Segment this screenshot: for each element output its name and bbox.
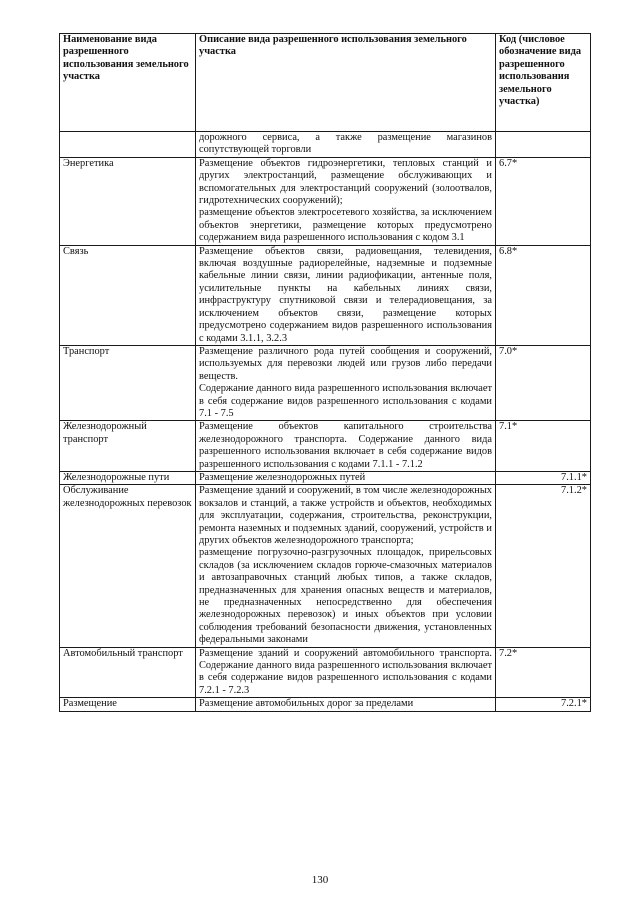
- row-description-paragraph: Размещение объектов капитального строительства железнодорожного транспорта. Содержание данного вида разрешенного использования включает в себя содержание видов разрешенного использования с кодами 7.1.1 - 7.1.2: [199, 421, 492, 470]
- row-description: [196, 471, 496, 484]
- table-header-row: [60, 34, 591, 132]
- row-description-paragraph: Размещение объектов гидроэнергетики, тепловых станций и других электростанций, размещение обслуживающих и вспомогательных для электростанций сооружений (золоотвалов, гидротехнических сооружений);: [199, 157, 492, 207]
- table-row: [60, 132, 591, 158]
- row-description-paragraph: дорожного сервиса, а также размещение магазинов сопутствующей торговли: [199, 132, 492, 156]
- row-description-paragraph: Размещение зданий и сооружений, в том числе железнодорожных вокзалов и станций, а также устройств и объектов, необходимых для эксплуатации, содержания, строительства, реконструкции, ремонта наземных и подземных зданий, сооружений, устройств и других объектов железнодорожного транспорта;: [199, 485, 492, 546]
- row-description-paragraph: Размещение железнодорожных путей: [199, 471, 366, 483]
- row-description-paragraph: Размещение различного рода путей сообщения и сооружений, используемых для перевозки людей или грузов либо передачи веществ.: [199, 345, 492, 382]
- row-code: [496, 132, 591, 158]
- header-name: Наименование вида разрешенного использования земельного участка: [60, 34, 196, 132]
- row-description-paragraph: размещение погрузочно-разгрузочных площадок, прирельсовых складов (за исключением складов горюче-смазочных материалов и автозаправочных станций любых типов, а также складов, предназначенных для хранения опасных веществ и материалов, не предназначенных непосредственно для обеспечения железнодорожных перевозок) и иных объектов при условии соблюдения требований безопасности движения, установленных федеральными законами: [199, 547, 492, 646]
- header-description: Описание вида разрешенного использования земельного участка: [196, 34, 496, 132]
- row-description: [196, 421, 496, 472]
- table-row: [60, 421, 591, 472]
- row-description: [196, 157, 496, 245]
- table-row: [60, 647, 591, 698]
- row-name: Железнодорожные пути: [60, 471, 196, 484]
- row-code: 7.1.1*: [496, 471, 591, 484]
- land-use-table: [59, 33, 591, 712]
- row-description-paragraph: Размещение автомобильных дорог за пределами: [199, 698, 414, 710]
- row-name: Энергетика: [60, 157, 196, 245]
- row-description: [196, 132, 496, 158]
- row-description: [196, 485, 496, 647]
- table-row: [60, 471, 591, 484]
- row-name: Связь: [60, 245, 196, 345]
- row-code: 6.8*: [496, 245, 591, 345]
- row-name: [60, 132, 196, 158]
- row-description: [196, 245, 496, 345]
- table-row: [60, 698, 591, 711]
- row-name: Размещение: [60, 698, 196, 711]
- table-row: [60, 485, 591, 647]
- row-name: Обслуживание железнодорожных перевозок: [60, 485, 196, 647]
- row-code: 7.1.2*: [496, 485, 591, 647]
- table-row: [60, 245, 591, 345]
- row-code: 7.2.1*: [496, 698, 591, 711]
- row-name: Автомобильный транспорт: [60, 647, 196, 698]
- row-code: 7.2*: [496, 647, 591, 698]
- row-description-paragraph: размещение объектов электросетевого хозяйства, за исключением объектов энергетики, размещение которых предусмотрено содержанием вида разрешенного использования с кодом 3.1: [199, 207, 492, 244]
- page-number: 130: [311, 874, 329, 886]
- row-name: Транспорт: [60, 345, 196, 420]
- row-description-paragraph: Содержание данного вида разрешенного использования включает в себя содержание видов разрешенного использования с кодами 7.1 - 7.5: [199, 383, 492, 419]
- row-code: 7.0*: [496, 345, 591, 420]
- row-code: 6.7*: [496, 157, 591, 245]
- header-code: Код (числовое обозначение вида разрешенного использования земельного участка): [496, 34, 591, 132]
- row-name: Железнодорожный транспорт: [60, 421, 196, 472]
- row-description: [196, 698, 496, 711]
- row-description-paragraph: Размещение объектов связи, радиовещания, телевидения, включая воздушные радиорелейные, надземные и подземные кабельные линии связи, линии радиофикации, антенные поля, усилительные пункты на кабельных линиях связи, инфраструктуру спутниковой связи и телерадиовещания, за исключением объектов связи, размещение которых предусмотрено содержанием видов разрешенного использования с кодами 3.1.1, 3.2.3: [199, 245, 492, 344]
- table-row: [60, 345, 591, 420]
- row-description: [196, 345, 496, 420]
- table-row: [60, 157, 591, 245]
- row-code: 7.1*: [496, 421, 591, 472]
- row-description-paragraph: Размещение зданий и сооружений автомобильного транспорта. Содержание данного вида разрешенного использования включает в себя содержание видов разрешенного использования с кодами 7.2.1 - 7.2.3: [199, 647, 492, 696]
- row-description: [196, 647, 496, 698]
